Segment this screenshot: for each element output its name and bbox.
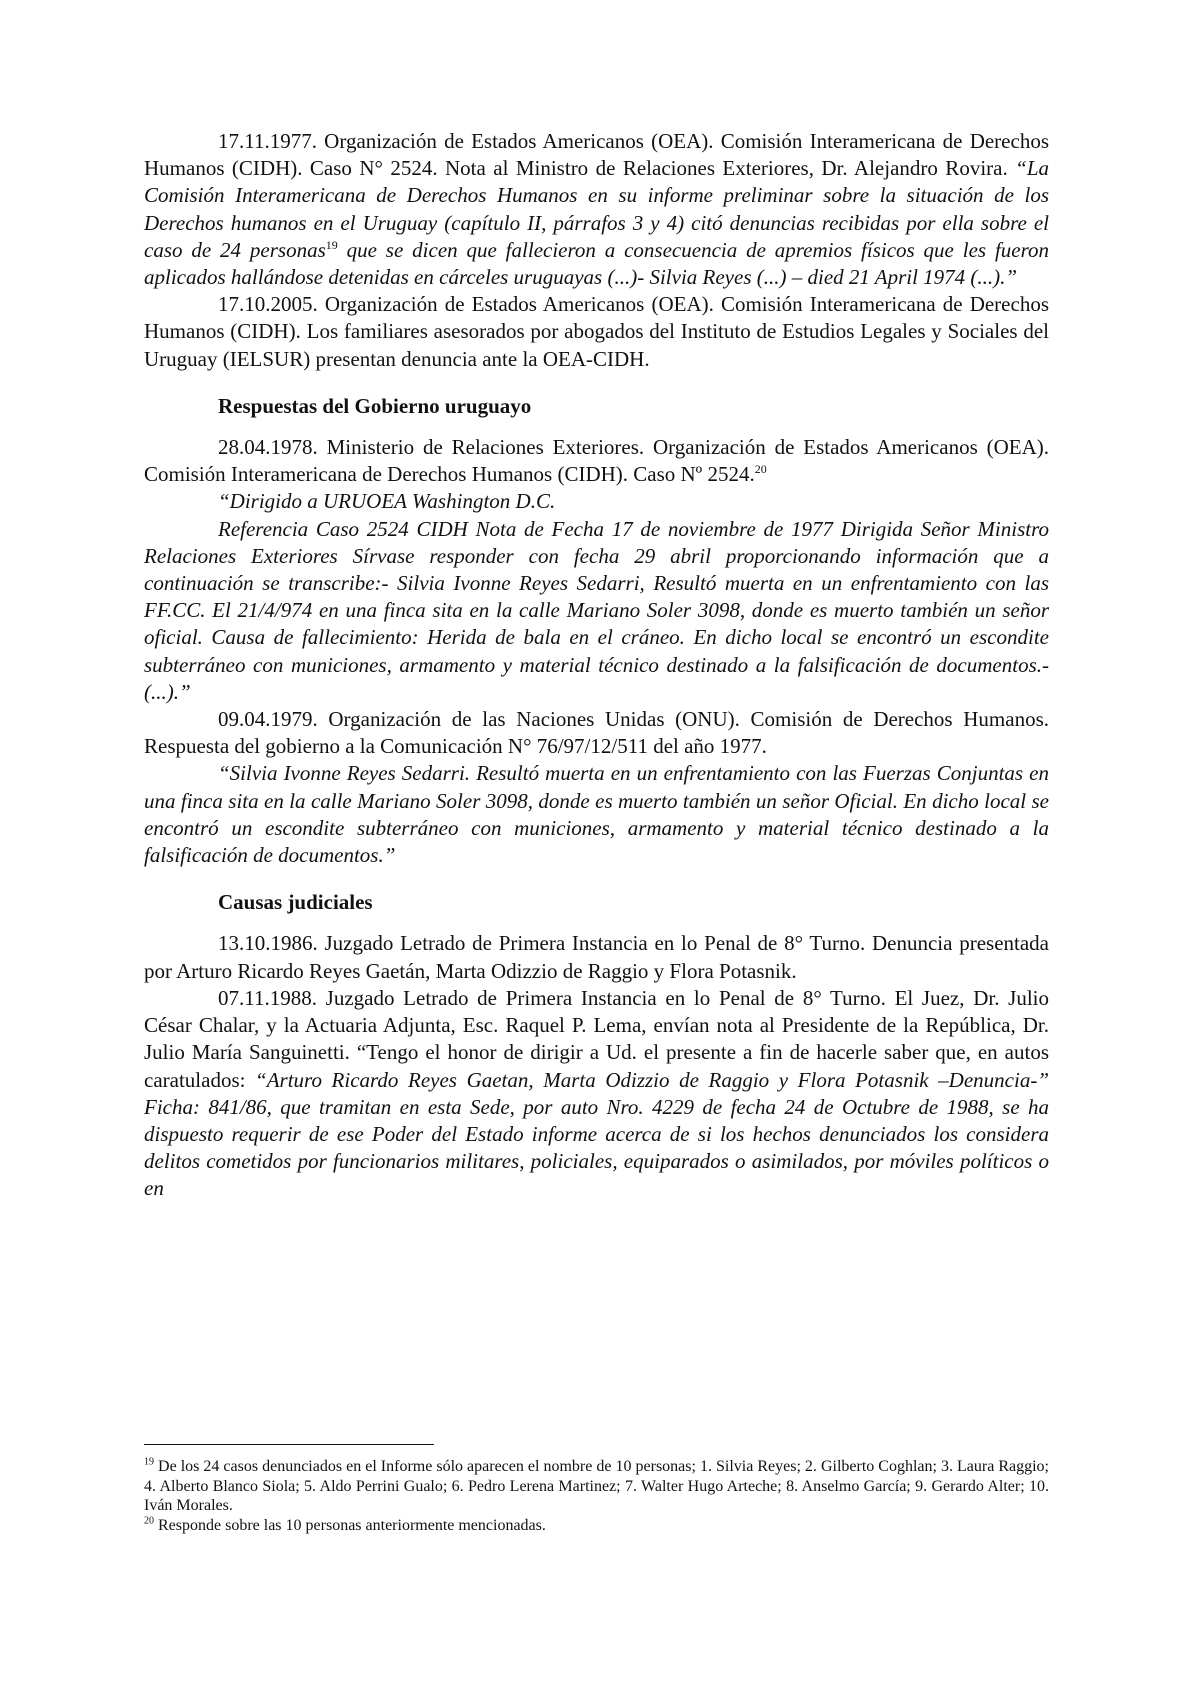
footnote-separator bbox=[144, 1444, 434, 1445]
quote-text: “La Comisión Interamericana de Derechos Humanos en su informe preliminar sobre la situación de los Derechos humanos en el Uruguay (capítulo II, párrafos 3 y 4) citó denuncias recibidas por ella sobre el caso de 24 personas bbox=[144, 156, 1049, 262]
section-heading-respuestas: Respuestas del Gobierno uruguayo bbox=[218, 393, 532, 418]
paragraph-text: 28.04.1978. Ministerio de Relaciones Exteriores. Organización de Estados Americanos (OEA). Comisión Interamericana de Derechos Humanos (CIDH). Caso Nº 2524. bbox=[144, 435, 1049, 487]
quote-text: “Dirigido a URUOEA Washington D.C. bbox=[218, 489, 556, 514]
document-body bbox=[144, 128, 1049, 1203]
paragraph-juzgado-1988 bbox=[144, 985, 1049, 1203]
footnote-ref-19[interactable]: 19 bbox=[325, 237, 338, 252]
quote-text: “Arturo Ricardo Reyes Gaetan, Marta Odizzio de Raggio y Flora Potasnik –Denuncia-” Ficha: 841/86, que tramitan en esta Sede, por auto Nro. 4229 de fecha 24 de Octubre de 1988, se ha dispuesto requerir de ese Poder del Estado informe acerca de si los hechos denunciados los considera delitos cometidos por funcionarios militares, policiales, equiparados o asimilados, por móviles políticos o en bbox=[144, 1067, 1050, 1201]
footnote-text: Responde sobre las 10 personas anteriormente mencionadas. bbox=[154, 1516, 546, 1534]
footnote-text: De los 24 casos denunciados en el Informe sólo aparecen el nombre de 10 personas; 1. Silvia Reyes; 2. Gilberto Coghlan; 3. Laura Raggio; 4. Alberto Blanco Siola; 5. Aldo Perrini Gualo; 6. Pedro Lerena Martinez; 7. Walter Hugo Arteche; 8. Anselmo García; 9. Gerardo Alter; 10. Iván Morales. bbox=[144, 1458, 1049, 1514]
paragraph-referencia bbox=[144, 516, 1049, 706]
footnotes bbox=[144, 1457, 1049, 1535]
section-heading-causas: Causas judiciales bbox=[218, 890, 373, 915]
quote-text: Referencia Caso 2524 CIDH Nota de Fecha 17 de noviembre de 1977 Dirigida Señor Ministro Relaciones Exteriores Sírvase responder con fecha 29 abril proporcionando información que a continuación se transcribe:- Silvia Ivonne Reyes Sedarri, Resultó muerta en un enfrentamiento con las FF.CC. El 21/4/974 en una finca sita en la calle Mariano Soler 3098, donde es muerto también un señor oficial. Causa de fallecimiento: Herida de bala en el cráneo. En dicho local se encontró un escondite subterráneo con municiones, armamento y material técnico destinado a la falsificación de documentos.- (...).” bbox=[144, 516, 1049, 704]
footnote-number: 19 bbox=[144, 1456, 154, 1468]
footnote-19 bbox=[144, 1457, 1049, 1516]
paragraph-oea-2005: 17.10.2005. Organización de Estados Americanos (OEA). Comisión Interamericana de Derechos Humanos (CIDH). Los familiares asesorados por abogados del Instituto de Estudios Legales y Sociales del Uruguay (IELSUR) presentan denuncia ante la OEA-CIDH. bbox=[144, 292, 1049, 371]
paragraph-onu-quote bbox=[144, 760, 1049, 869]
paragraph-mre-1978 bbox=[144, 434, 1049, 488]
footnote-number: 20 bbox=[144, 1515, 154, 1527]
quote-text: “Silvia Ivonne Reyes Sedarri. Resultó muerta en un enfrentamiento con las Fuerzas Conjuntas en una finca sita en la calle Mariano Soler 3098, donde es muerto también un señor Oficial. En dicho local se encontró un escondite subterráneo con municiones, armamento y material técnico destinado a la falsificación de documentos.” bbox=[144, 761, 1049, 868]
paragraph-oea-1977 bbox=[144, 128, 1049, 291]
paragraph-text: 07.11.1988. Juzgado Letrado de Primera Instancia en lo Penal de 8° Turno. El Juez, Dr. Julio César Chalar, y la Actuaria Adjunta, Esc. Raquel P. Lema, envían nota al Presidente de la República, Dr. Julio María Sanguinetti. “Tengo el honor de dirigir a Ud. el presente a fin de hacerle saber que, en autos caratulados: bbox=[144, 985, 1049, 1092]
footnote-20 bbox=[144, 1516, 1049, 1536]
footnote-ref-20[interactable]: 20 bbox=[754, 462, 767, 477]
paragraph-dirigido bbox=[144, 488, 1049, 515]
paragraph-juzgado-1986: 13.10.1986. Juzgado Letrado de Primera Instancia en lo Penal de 8° Turno. Denuncia presentada por Arturo Ricardo Reyes Gaetán, Marta Odizzio de Raggio y Flora Potasnik. bbox=[144, 931, 1049, 983]
paragraph-onu-1979: 09.04.1979. Organización de las Naciones Unidas (ONU). Comisión de Derechos Humanos. Respuesta del gobierno a la Comunicación N° 76/97/12/511 del año 1977. bbox=[144, 707, 1049, 759]
paragraph-text: 17.11.1977. Organización de Estados Americanos (OEA). Comisión Interamericana de Derechos Humanos (CIDH). Caso N° 2524. Nota al Ministro de Relaciones Exteriores, Dr. Alejandro Rovira. bbox=[144, 129, 1049, 181]
quote-text: que se dicen que fallecieron a consecuencia de apremios físicos que les fueron aplicados hallándose detenidas en cárceles uruguayas (...)- Silvia Reyes (...) – died 21 April 1974 (...).” bbox=[144, 237, 1049, 290]
